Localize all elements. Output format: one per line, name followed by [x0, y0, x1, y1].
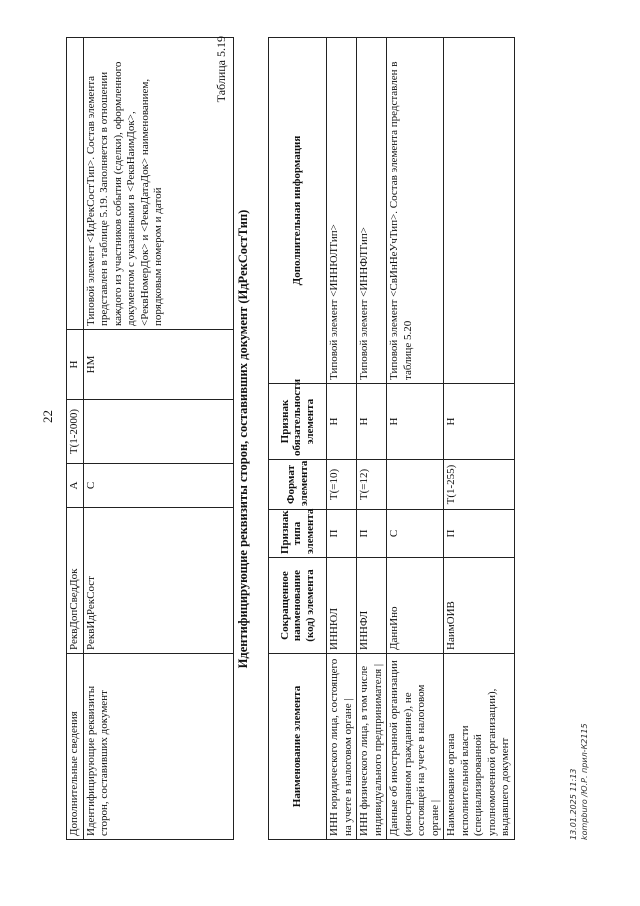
cell-info: Типовой элемент <ИННЮЛТип>: [327, 38, 357, 384]
cell-name: Идентифицирующие реквизиты сторон, составивших документ: [83, 654, 233, 840]
table-title: Идентифицирующие реквизиты сторон, составивших документ (ИдРекСостТип): [236, 209, 250, 669]
rotated-content: [28, 22, 618, 868]
cell-type: П: [357, 510, 387, 558]
header-name: Наименование элемента: [269, 654, 327, 840]
cell-req: Н: [327, 384, 357, 460]
cell-info: Типовой элемент <СвИнНеУчТип>. Состав элемента представлен в таблице 5.20: [387, 38, 444, 384]
cell-type: С: [83, 464, 233, 508]
table-row: [67, 38, 84, 840]
header-code: Сокращенное наименование (код) элемента: [269, 558, 327, 654]
cell-code: РеквДопСведДок: [67, 508, 84, 654]
table-label: Таблица 5.19: [214, 36, 228, 103]
cell-info: Типовой элемент <ИдРекСостТип>. Состав элемента представлен в таблице 5.19. Заполняется в отношении каждого из участников события (сделки), оформленного документом с указанными в <РеквНаимДок>, <РеквНомерДок> и <РеквДатаДок> наименованием, порядковым номером и датой: [83, 38, 233, 330]
cell-format: Т(1-2000): [67, 400, 84, 464]
cell-name: ИНН физического лица, в том числе индивидуального предпринимателя |: [357, 654, 387, 840]
cell-format: [387, 460, 444, 510]
header-req: Признак обязательности элемента: [269, 384, 327, 460]
table-row: [444, 38, 515, 840]
header-row: [269, 38, 327, 840]
cell-name: Данные об иностранной организации (иностранном гражданине), не состоящей на учете в налоговом органе |: [387, 654, 444, 840]
header-info: Дополнительная информация: [269, 38, 327, 384]
cell-format: Т(=12): [357, 460, 387, 510]
cell-info: [67, 38, 84, 330]
cell-code: НаимОИВ: [444, 558, 515, 654]
cell-type: П: [327, 510, 357, 558]
page-number: 22: [40, 410, 55, 423]
print-stamp: [568, 700, 612, 840]
cell-req: Н: [387, 384, 444, 460]
cell-info: Типовой элемент <ИННФЛТип>: [357, 38, 387, 384]
stamp-datetime: 13.01.2025 11:13: [569, 768, 578, 840]
table-row: [387, 38, 444, 840]
cell-code: ИННФЛ: [357, 558, 387, 654]
stamp-operator: kompburo /Ю.Р. прил-К2115: [580, 723, 589, 840]
cell-type: П: [444, 510, 515, 558]
table-row: [357, 38, 387, 840]
main-table: [268, 37, 515, 840]
cell-code: ИННЮЛ: [327, 558, 357, 654]
cell-req: Н: [67, 330, 84, 400]
cell-info: [444, 38, 515, 384]
header-format: Формат элемента: [269, 460, 327, 510]
cell-name: ИНН юридического лица, состоящего на учете в налоговом органе |: [327, 654, 357, 840]
cell-format: [83, 400, 233, 464]
table-row: [83, 38, 233, 840]
cell-req: Н: [444, 384, 515, 460]
cell-format: Т(1-255): [444, 460, 515, 510]
cell-code: ДаннИно: [387, 558, 444, 654]
cell-name: Наименование органа исполнительной власти (специализированной уполномоченной организации), выдавшего документ: [444, 654, 515, 840]
cell-format: Т(=10): [327, 460, 357, 510]
cell-name: Дополнительные сведения: [67, 654, 84, 840]
table-row: [327, 38, 357, 840]
header-type: Признак типа элемента: [269, 510, 327, 558]
cell-req: НМ: [83, 330, 233, 400]
cell-code: РеквИдРекСост: [83, 508, 233, 654]
cell-type: А: [67, 464, 84, 508]
top-table: [66, 37, 234, 840]
cell-type: С: [387, 510, 444, 558]
cell-req: Н: [357, 384, 387, 460]
